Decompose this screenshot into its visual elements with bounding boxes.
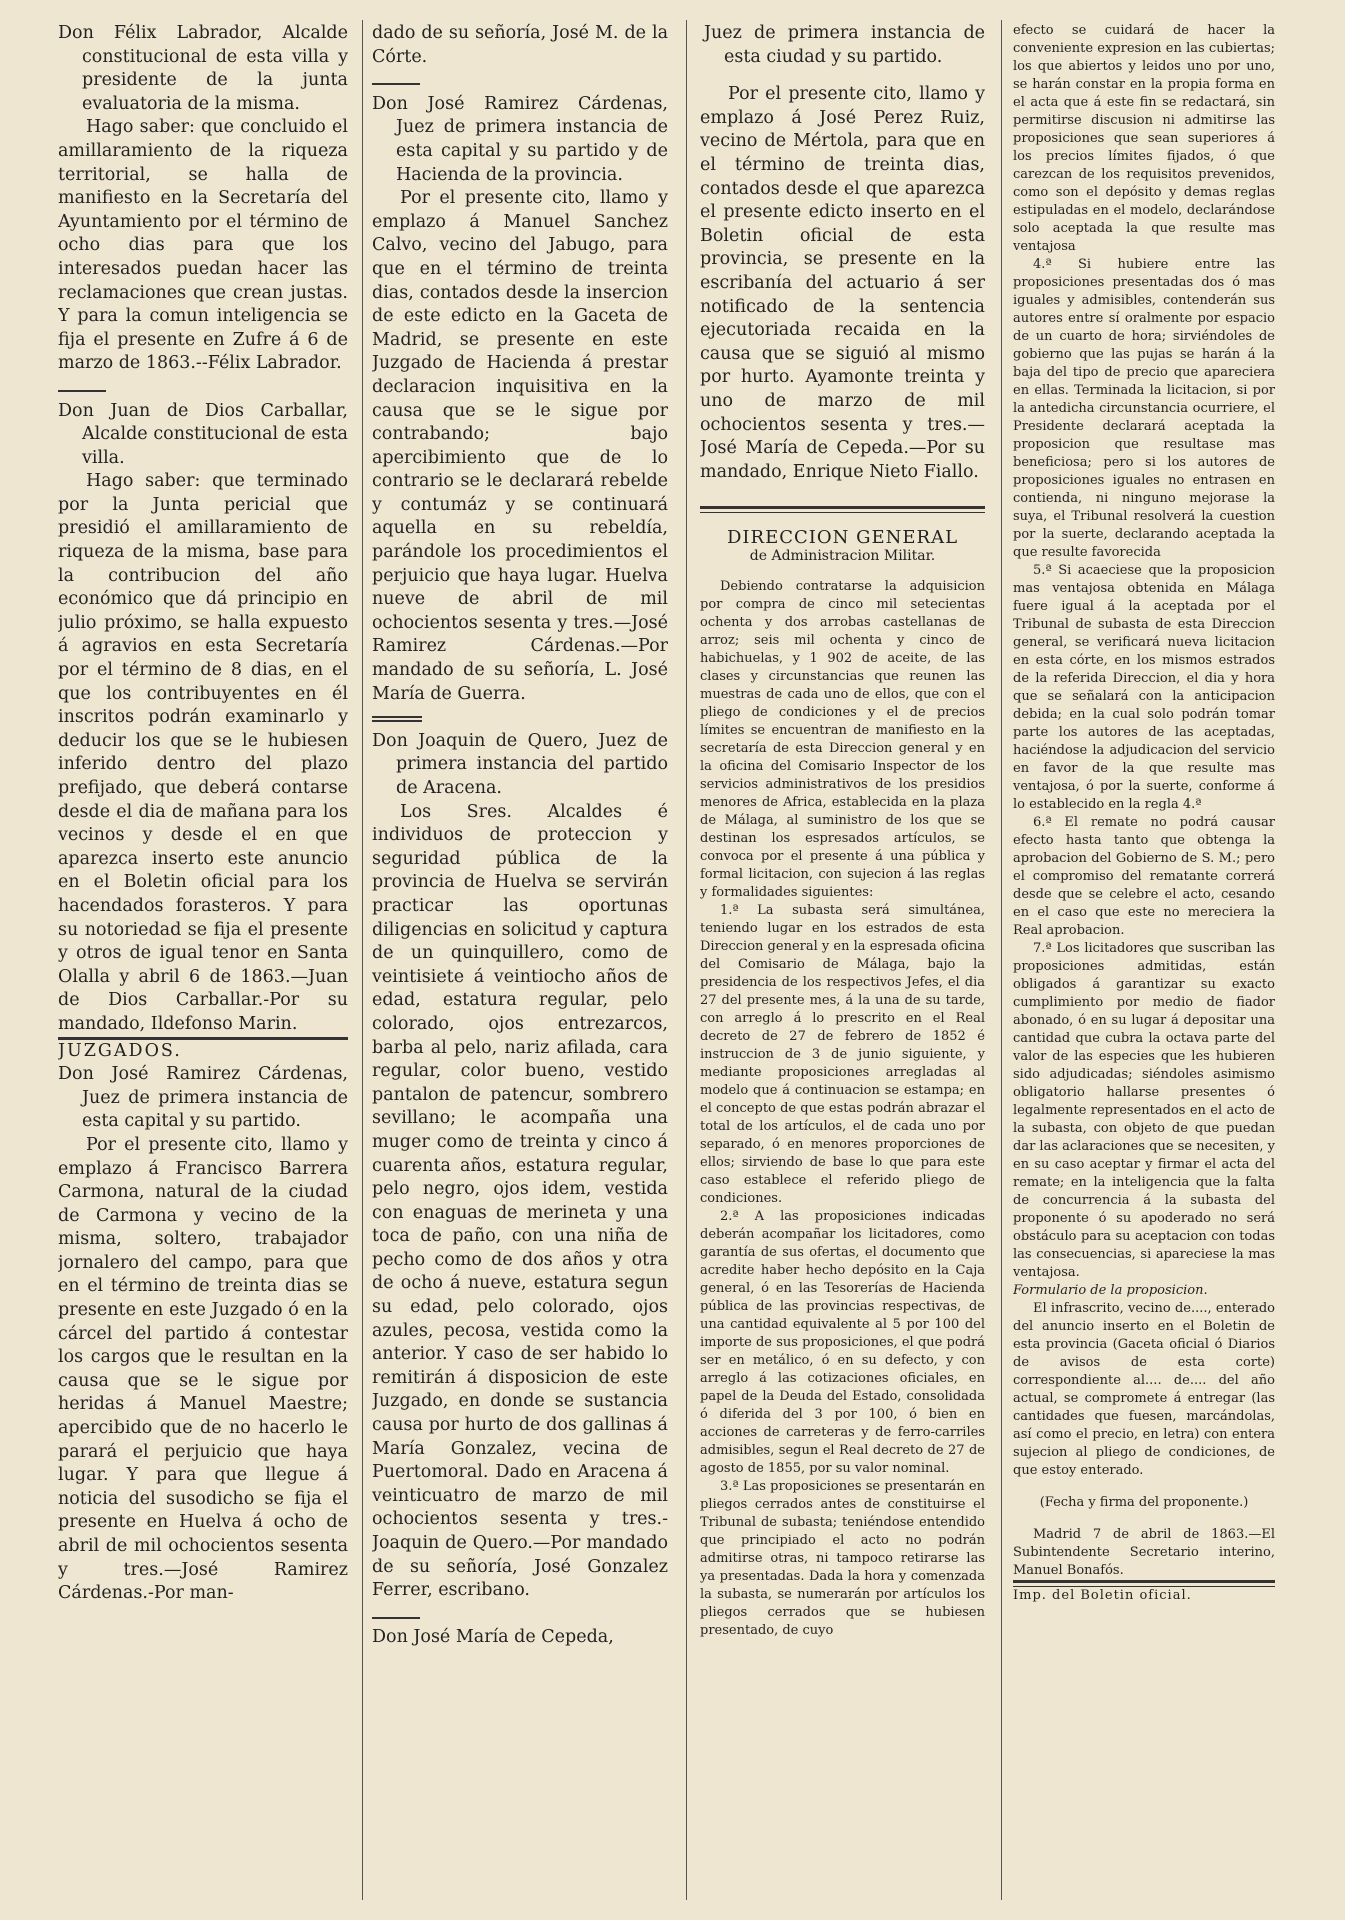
notice-header: Don José Ramirez Cárdenas, Juez de primera instancia de esta capital y su partido. [58, 1064, 348, 1132]
column-2 [372, 22, 668, 1907]
direction-subtitle: de Administracion Militar. [749, 548, 936, 565]
column-rule [686, 20, 687, 1900]
column-4 [1013, 22, 1275, 1907]
column-rule [362, 20, 363, 1900]
notice-body: Hago saber: que terminado por la Junta pericial que presidió el amillaramiento de riqueza de la misma, base para la contribucion del año económico que dá principio en julio próximo, se halla expuesto á agravios en esta Secretaría por el término de 8 dias, en el que los contribuyentes en él inscritos podrán examinarlo y deducir los que se le hubiesen inferido dentro del plazo prefijado, que deberá contarse desde el dia de mañana para los vecinos y desde el en que aparezca inserto este anuncio en el Boletin oficial para los hacendados forasteros. Y para su notoriedad se fija el presente y otros de igual tenor en Santa Olalla y abril 6 de 1863.—Juan de Dios Carballar.-Por su mandado, Ildefonso Marin. [58, 471, 348, 1034]
rule-4: 4.ª Si hubiere entre las proposiciones presentadas dos ó mas iguales y admisibles, contenderán sus autores entre sí oralmente por espacio de un cuarto de hora; sirviéndoles de gobierno que las pujas se harán á la baja del tipo de precio que apareciera en ellas. Terminada la licitacion, si por la antedicha circunstancia ocurriere, el Presidente declarará aceptada la proposicion que resultase mas beneficiosa; pero si los autores de proposiciones iguales no entrasen en contienda, ni ninguno mejorase la suya, el Tribunal resolverá la cuestion por la suerte, declarando aceptada la que resulte favorecida [1013, 257, 1275, 560]
form-title: Formulario de la proposicion. [1013, 1283, 1208, 1298]
continued-text: Juez de primera instancia de esta ciudad y su partido. [704, 23, 985, 67]
form-body: El infrascrito, vecino de...., enterado del anuncio inserto en el Boletin de esta provincia (Gaceta oficial ó Diarios de avisos de esta corte) correspondiente al.... de.... del año actual, se compromete á entregar (las cantidades que fuesen, marcándolas, así como el precio, en letra) con entera sujecion al pliego de condiciones, de que estoy enterado. [1013, 1301, 1275, 1478]
separator [372, 706, 668, 730]
announcement-intro: Debiendo contratarse la adquisicion por compra de cinco mil setecientas ochenta y dos arrobas castellanas de arroz; seis mil ochenta y cinco de habichuelas, y 1 902 de aceite, de las clases y circunstancias que reunen las muestras de cada uno de ellos, que con el pliego de condiciones y el de precios límites se encuentran de manifiesto en la secretaría de esta Direccion general y en la oficina del Comisario Inspector de los servicios administrativos de los presidios menores de Africa, establecida en la plaza de Málaga, al suministro de los que se destinan los espresados artículos, se convoca por el presente á una pública y formal licitacion, con sujecion á las reglas y formalidades siguientes: [700, 579, 985, 901]
rule-6: 6.ª El remate no podrá causar efecto hasta tanto que obtenga la aprobacion del Gobierno de S. M.; pero el compromiso del rematante correrá desde que se celebre el acto, cesando en el caso que este no mereciera la Real aprobacion. [1013, 815, 1275, 938]
column-rule [1001, 20, 1002, 1900]
column-1 [58, 22, 348, 1907]
rule-2: 2.ª A las proposiciones indicadas deberán acompañar los licitadores, como garantía de sus ofertas, el documento que acredite haber hecho depósito en la Caja general, ó en las Tesorerías de Hacienda pública de las provincias respectivas, de una cantidad equivalente al 5 por 100 del importe de sus proposiciones, el que podrá ser en metálico, ó en su defecto, y con arreglo á las cotizaciones oficiales, en papel de la Deuda del Estado, consolidada ó diferida del 3 por 100, ó bien en acciones de carreteras y de ferro-carriles admisibles, segun el Real decreto de 27 de agosto de 1855, por su valor nominal. [700, 1209, 985, 1477]
notice-body: Por el presente cito, llamo y emplazo á Manuel Sanchez Calvo, vecino del Jabugo, para que en el término de treinta dias, contados desde la insercion de este edicto en la Gaceta de Madrid, se presente en este Juzgado de Hacienda á prestar declaracion inquisitiva en la causa que se le sigue por contrabando; bajo apercibimiento que de lo contrario se le declarará rebelde y contumáz y se continuará aquella en su rebeldía, parándole los procedimientos el perjuicio que haya lugar. Huelva nueve de abril de mil ochocientos sesenta y tres.—José Ramirez Cárdenas.—Por mandado de su señoría, L. José María de Guerra. [372, 188, 668, 704]
notice-header: Don Joaquin de Quero, Juez de primera instancia del partido de Aracena. [372, 730, 668, 798]
continued-text: efecto se cuidará de hacer la conveniente expresion en las cubiertas; los que abiertos y leidos uno por uno, se harán constar en la propia forma en el acta que á este fin se redactará, sin permitirse discusion ni admitirse las proposiciones que sean superiores á los precios límites fijados, ó que carezcan de los requisitos prevenidos, como son el depósito y demas reglas estipuladas en el modelo, declarándose solo aceptada la que resulte mas ventajosa [1013, 23, 1275, 254]
rule-3: 3.ª Las proposiciones se presentarán en pliegos cerrados antes de constituirse el Tribunal de subasta; teniéndose entendido que principiado el acto no podrán admitirse otras, ni tampoco retirarse las ya presentadas. Dada la hora y comenzada la subasta, se numerarán por artículos los pliegos cerrados que se hubiesen presentado, de cuyo [700, 1479, 985, 1639]
rule-7: 7.ª Los licitadores que suscriban las proposiciones admitidas, están obligados á garantizar su exacto cumplimiento por medio de fiador abonado, ó en su lugar á depositar una cantidad que cubra la octava parte del valor de las especies que les hubieren sido adjudicadas; siéndoles asimismo obligatorio hallarse presentes ó legalmente representados en el acto de la subasta, con objeto de que puedan dar las aclaraciones que se necesiten, y en su caso aceptar y firmar el acta del remate; en la inteligencia que la falta de concurrencia á la subasta del proponente ó su apoderado no será obstáculo para su aceptacion con todas las consecuencias, si apareciese la mas ventajosa. [1013, 941, 1275, 1280]
notice-header: Don José Ramirez Cárdenas, Juez de primera instancia de esta capital y su partido y de Hacienda de la provincia. [372, 93, 668, 185]
separator [372, 1603, 668, 1627]
notice-header: Don Félix Labrador, Alcalde constitucional de esta villa y presidente de la junta evaluatoria de la misma. [58, 23, 348, 114]
section-title: JUZGADOS. [58, 1040, 182, 1061]
column-3 [700, 22, 985, 1907]
closing-signature: Madrid 7 de abril de 1863.—El Subintendente Secretario interino, Manuel Bonafós. [1013, 1527, 1275, 1578]
form-signature: (Fecha y firma del proponente.) [1039, 1495, 1249, 1510]
rule-1: 1.ª La subasta será simultánea, teniendo lugar en los estrados de esta Direccion general y en la espresada oficina del Comisario de Málaga, bajo la presidencia de los respectivos Jefes, el dia 27 del presente mes, á la una de su tarde, con arreglo á lo prescrito en el Real decreto de 27 de febrero de 1852 é instruccion de 3 de junio siguiente, y mediante proposiciones arregladas al modelo que á continuacion se estampa; en el concepto de que estas podrán abrazar el total de los artículos, el de cada uno por separado, ó en menores proporciones de ellos; sirviendo de base lo que para este caso establece el referido pliego de condiciones. [700, 903, 985, 1207]
continued-text: dado de su señoría, José M. de la Córte. [372, 23, 668, 67]
notice-header: Don José María de Cepeda, [372, 1627, 614, 1648]
section-divider [700, 506, 985, 513]
notice-body: Por el presente cito, llamo y emplazo á Francisco Barrera Carmona, natural de la ciudad de Carmona y vecino de la misma, soltero, trabajador jornalero del campo, para que en el término de treinta dias se presente en este Juzgado ó en la cárcel del partido á contestar los cargos que le resultan en la causa que se le sigue por heridas á Manuel Maestre; apercibido que de no hacerlo le parará el perjuicio que haya lugar. Y para que llegue á noticia del susodicho se fija el presente en Huelva á ocho de abril de mil ochocientos sesenta y tres.—José Ramirez Cárdenas.-Por man- [58, 1134, 348, 1604]
notice-body: Hago saber: que concluido el amillaramiento de la riqueza territorial, se halla de manifiesto en la Secretaría del Ayuntamiento por el término de ocho dias para que los interesados puedan hacer las reclamaciones que crean justas. Y para la comun inteligencia se fija el presente en Zufre á 6 de marzo de 1863.--Félix Labrador. [58, 117, 348, 374]
notice-body: Por el presente cito, llamo y emplazo á José Perez Ruiz, vecino de Mértola, para que en el término de treinta dias, contados desde el que aparezca el presente edicto inserto en el Boletin oficial de esta provincia, se presente en la escribanía del actuario á ser notificado de la sentencia ejecutoriada recaida en la causa que se siguió al mismo por hurto. Ayamonte treinta y uno de marzo de mil ochocientos sesenta y tres.—José María de Cepeda.—Por su mandado, Enrique Nieto Fiallo. [700, 84, 985, 482]
separator [58, 376, 348, 400]
notice-body: Los Sres. Alcaldes é individuos de proteccion y seguridad pública de la provincia de Huelva se servirán practicar las oportunas diligencias en solicitud y captura de un quinquillero, como de veintisiete á veintiocho años de edad, estatura regular, pelo colorado, ojos entrezarcos, barba al pelo, nariz afilada, cara regular, color bueno, vestido pantalon de patencur, sombrero sevillano; le acompaña una muger como de treinta y cinco á cuarenta años, estatura regular, pelo negro, ojos idem, vestida con enaguas de merineta y una toca de paño, con una niña de pecho como de dos años y otra de ocho á nueve, estatura segun su edad, pelo colorado, ojos azules, pecosa, vestida como la anterior. Y caso de ser habido lo remitirán á disposicion de este Juzgado, en donde se sustancia causa por hurto de dos gallinas á María Gonzalez, vecina de Puertomoral. Dado en Aracena á veinticuatro de marzo de mil ochocientos sesenta y tres.-Joaquin de Quero.—Por mandado de su señoría, José Gonzalez Ferrer, escribano. [372, 801, 668, 1601]
imprint: Imp. del Boletin oficial. [1013, 1588, 1192, 1603]
separator [372, 69, 668, 93]
notice-header: Don Juan de Dios Carballar, Alcalde constitucional de esta villa. [58, 400, 348, 468]
direction-title: DIRECCION GENERAL [726, 527, 959, 549]
rule-5: 5.ª Si acaeciese que la proposicion mas ventajosa obtenida en Málaga fuere igual á la aceptada por el Tribunal de subasta de esta Direccion general, se verificará nueva licitacion en esta córte, en los mismos estrados de la referida Direccion, el dia y hora que se señalará con la anticipacion debida; en la cual solo podrán tomar parte los autores de las aceptadas, haciéndose la adjudicacion del servicio en favor de la que resulte mas ventajosa, ó por la suerte, conforme á lo establecido en la regla 4.ª [1013, 563, 1275, 812]
section-divider [1013, 1580, 1275, 1587]
